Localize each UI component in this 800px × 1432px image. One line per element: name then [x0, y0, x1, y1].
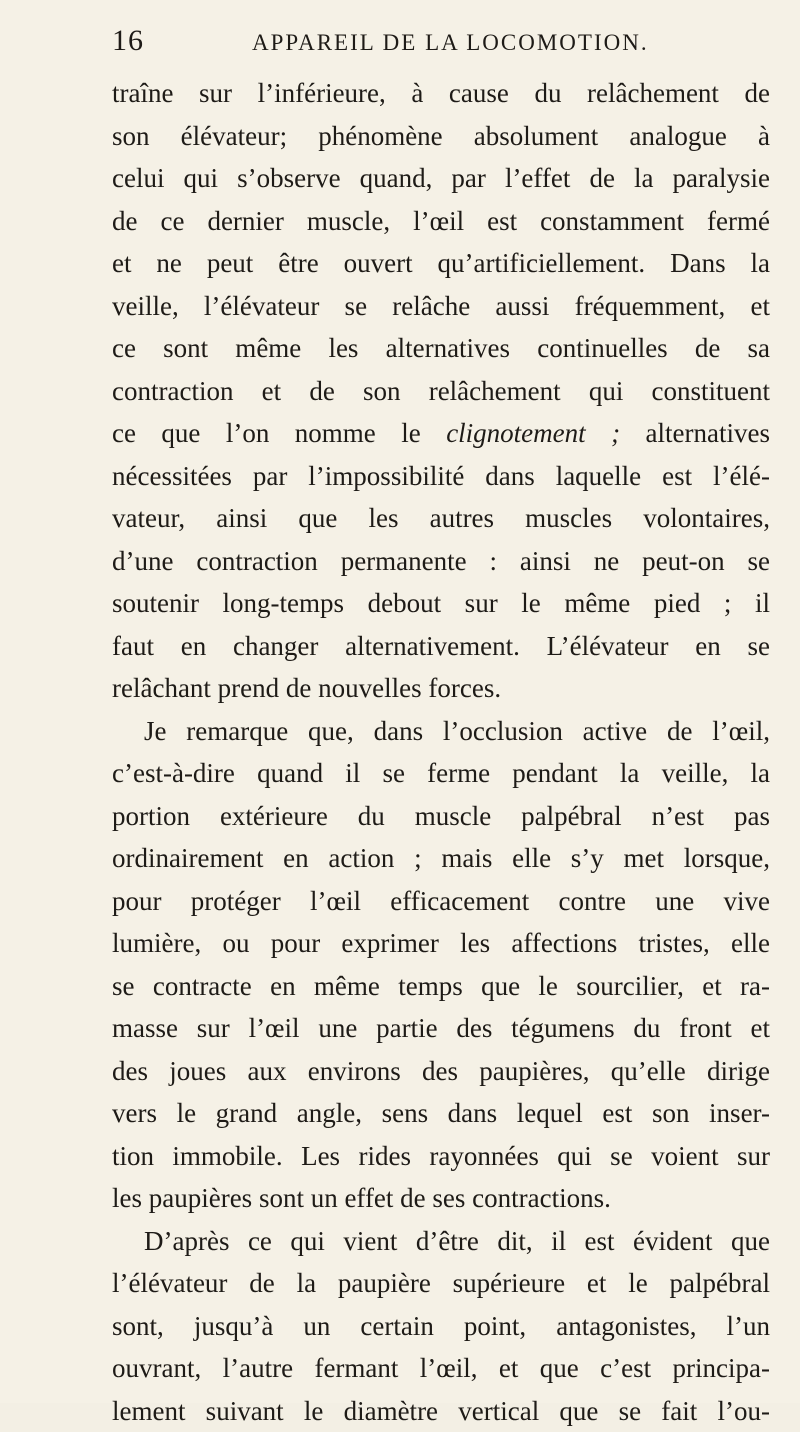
text-segment: ce que l’on nomme le — [112, 418, 446, 448]
page-header — [112, 24, 762, 64]
text-line: celui qui s’observe quand, par l’effet de la paralysie — [112, 157, 770, 200]
text-line: ce sont même les alternatives continuelles de sa — [112, 327, 770, 370]
text-line: veille, l’élévateur se relâche aussi fréquemment, et — [112, 285, 770, 328]
text-line: des joues aux environs des paupières, qu’elle dirige — [112, 1050, 770, 1093]
text-line: ouvrant, l’autre fermant l’œil, et que c’est principa- — [112, 1347, 770, 1390]
text-line: pour protéger l’œil efficacement contre une vive — [112, 880, 770, 923]
text-line: soutenir long-temps debout sur le même pied ; il — [112, 582, 770, 625]
text-line: nécessitées par l’impossibilité dans laquelle est l’élé- — [112, 455, 770, 498]
text-line: contraction et de son relâchement qui constituent — [112, 370, 770, 413]
page-number: 16 — [112, 24, 144, 58]
text-line: tion immobile. Les rides rayonnées qui se voient sur — [112, 1135, 770, 1178]
text-line: son élévateur; phénomène absolument analogue à — [112, 115, 770, 158]
text-line: lement suivant le diamètre vertical que se fait l’ou- — [112, 1390, 770, 1432]
text-line: faut en changer alternativement. L’élévateur en se — [112, 625, 770, 668]
text-line: c’est-à-dire quand il se ferme pendant la veille, la — [112, 752, 770, 795]
text-line: masse sur l’œil une partie des tégumens du front et — [112, 1007, 770, 1050]
text-line: et ne peut être ouvert qu’artificiellement. Dans la — [112, 242, 770, 285]
text-line — [112, 412, 770, 455]
text-line: portion extérieure du muscle palpébral n’est pas — [112, 795, 770, 838]
text-line: lumière, ou pour exprimer les affections tristes, elle — [112, 922, 770, 965]
text-line: de ce dernier muscle, l’œil est constamment fermé — [112, 200, 770, 243]
text-line: Je remarque que, dans l’occlusion active de l’œil, — [112, 710, 770, 753]
text-line: ordinairement en action ; mais elle s’y met lorsque, — [112, 837, 770, 880]
text-segment: alternatives — [620, 418, 770, 448]
text-line: d’une contraction permanente : ainsi ne peut-on se — [112, 540, 770, 583]
text-line: D’après ce qui vient d’être dit, il est évident que — [112, 1220, 770, 1263]
text-line: vers le grand angle, sens dans lequel est son inser- — [112, 1092, 770, 1135]
text-line: sont, jusqu’à un certain point, antagonistes, l’un — [112, 1305, 770, 1348]
text-line: se contracte en même temps que le sourcilier, et ra- — [112, 965, 770, 1008]
italic-term: clignotement ; — [446, 418, 620, 448]
body-text — [112, 72, 770, 1432]
text-line: vateur, ainsi que les autres muscles volontaires, — [112, 497, 770, 540]
running-head: APPAREIL DE LA LOCOMOTION. — [252, 30, 649, 56]
text-line: les paupières sont un effet de ses contractions. — [112, 1177, 770, 1220]
text-line: relâchant prend de nouvelles forces. — [112, 667, 770, 710]
text-line: traîne sur l’inférieure, à cause du relâchement de — [112, 72, 770, 115]
text-line: l’élévateur de la paupière supérieure et le palpébral — [112, 1262, 770, 1305]
